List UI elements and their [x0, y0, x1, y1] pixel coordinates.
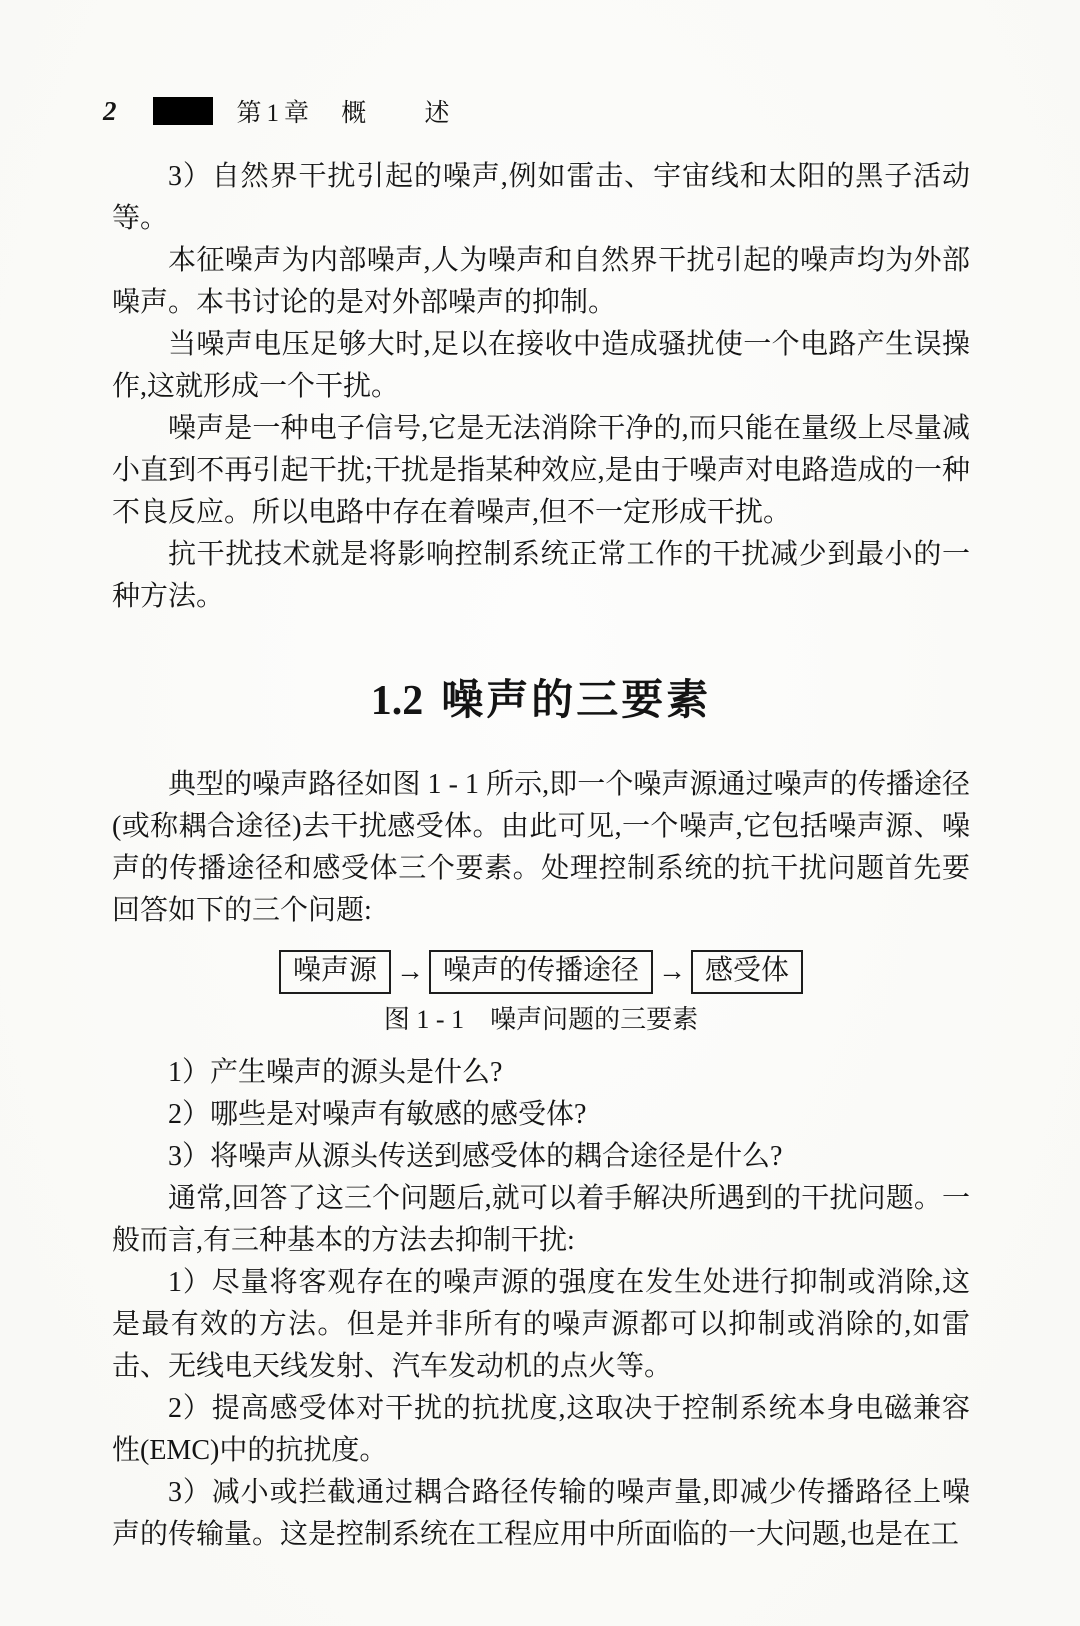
paragraph: 2）提高感受体对干扰的抗扰度,这取决于控制系统本身电磁兼容性(EMC)中的抗扰度。: [112, 1393, 970, 1467]
paragraph: 当噪声电压足够大时,足以在接收中造成骚扰使一个电路产生误操作,这就形成一个干扰。: [112, 329, 970, 402]
chapter-label: 第1章: [236, 100, 315, 127]
paragraph: 抗干扰技术就是将影响控制系统正常工作的干扰减少到最小的一种方法。: [112, 539, 970, 612]
page-header: [103, 94, 965, 128]
figure-noise-path-diagram: [112, 950, 970, 994]
chapter-title: 概 述: [341, 100, 476, 127]
chapter-marker-block: [153, 97, 213, 125]
question-item: 3）将噪声从源头传送到感受体的耦合途径是什么?: [168, 1141, 783, 1173]
page-body: [112, 156, 970, 1556]
chapter-heading: [237, 93, 476, 129]
question-item: 1）产生噪声的源头是什么?: [168, 1057, 503, 1089]
figure-caption-text: 噪声问题的三要素: [490, 1005, 699, 1035]
paragraph: 通常,回答了这三个问题后,就可以着手解决所遇到的干扰问题。一般而言,有三种基本的方法去抑制干扰:: [112, 1183, 970, 1257]
paragraph: 3）自然界干扰引起的噪声,例如雷击、宇宙线和太阳的黑子活动等。: [112, 161, 970, 234]
arrow-right-icon: →: [658, 956, 686, 988]
arrow-right-icon: →: [395, 956, 424, 988]
figure-caption-label: 图 1 - 1: [383, 1005, 465, 1035]
figure-node-receptor: 感受体: [691, 950, 803, 994]
section-heading: [112, 676, 970, 726]
figure-node-noise-source: 噪声源: [279, 950, 391, 994]
paragraph: 1）尽量将客观存在的噪声源的强度在发生处进行抑制或消除,这是最有效的方法。但是并非所有的噪声源都可以抑制或消除的,如雷击、无线电天线发射、汽车发动机的点火等。: [112, 1267, 970, 1383]
paragraph: 噪声是一种电子信号,它是无法消除干净的,而只能在量级上尽量减小直到不再引起干扰;干扰是指某种效应,是由于噪声对电路造成的一种不良反应。所以电路中存在着噪声,但不一定形成干扰。: [112, 413, 970, 528]
section-number: 1.2: [370, 678, 424, 724]
figure-node-propagation-path: 噪声的传播途径: [429, 950, 653, 994]
page-number: 2: [103, 95, 117, 126]
figure-caption: [112, 1002, 970, 1038]
paragraph: 3）减小或拦截通过耦合路径传输的噪声量,即减少传播路径上噪声的传输量。这是控制系统在工程应用中所面临的一大问题,也是在工: [112, 1477, 970, 1551]
paragraph: 典型的噪声路径如图 1 - 1 所示,即一个噪声源通过噪声的传播途径(或称耦合途径)去干扰感受体。由此可见,一个噪声,它包括噪声源、噪声的传播途径和感受体三个要素。处理控制系统的抗干扰问题首先要回答如下的三个问题:: [112, 769, 970, 927]
paragraph: 本征噪声为内部噪声,人为噪声和自然界干扰引起的噪声均为外部噪声。本书讨论的是对外部噪声的抑制。: [112, 245, 970, 318]
question-item: 2）哪些是对噪声有敏感的感受体?: [168, 1099, 587, 1131]
section-title: 噪声的三要素: [441, 678, 712, 724]
